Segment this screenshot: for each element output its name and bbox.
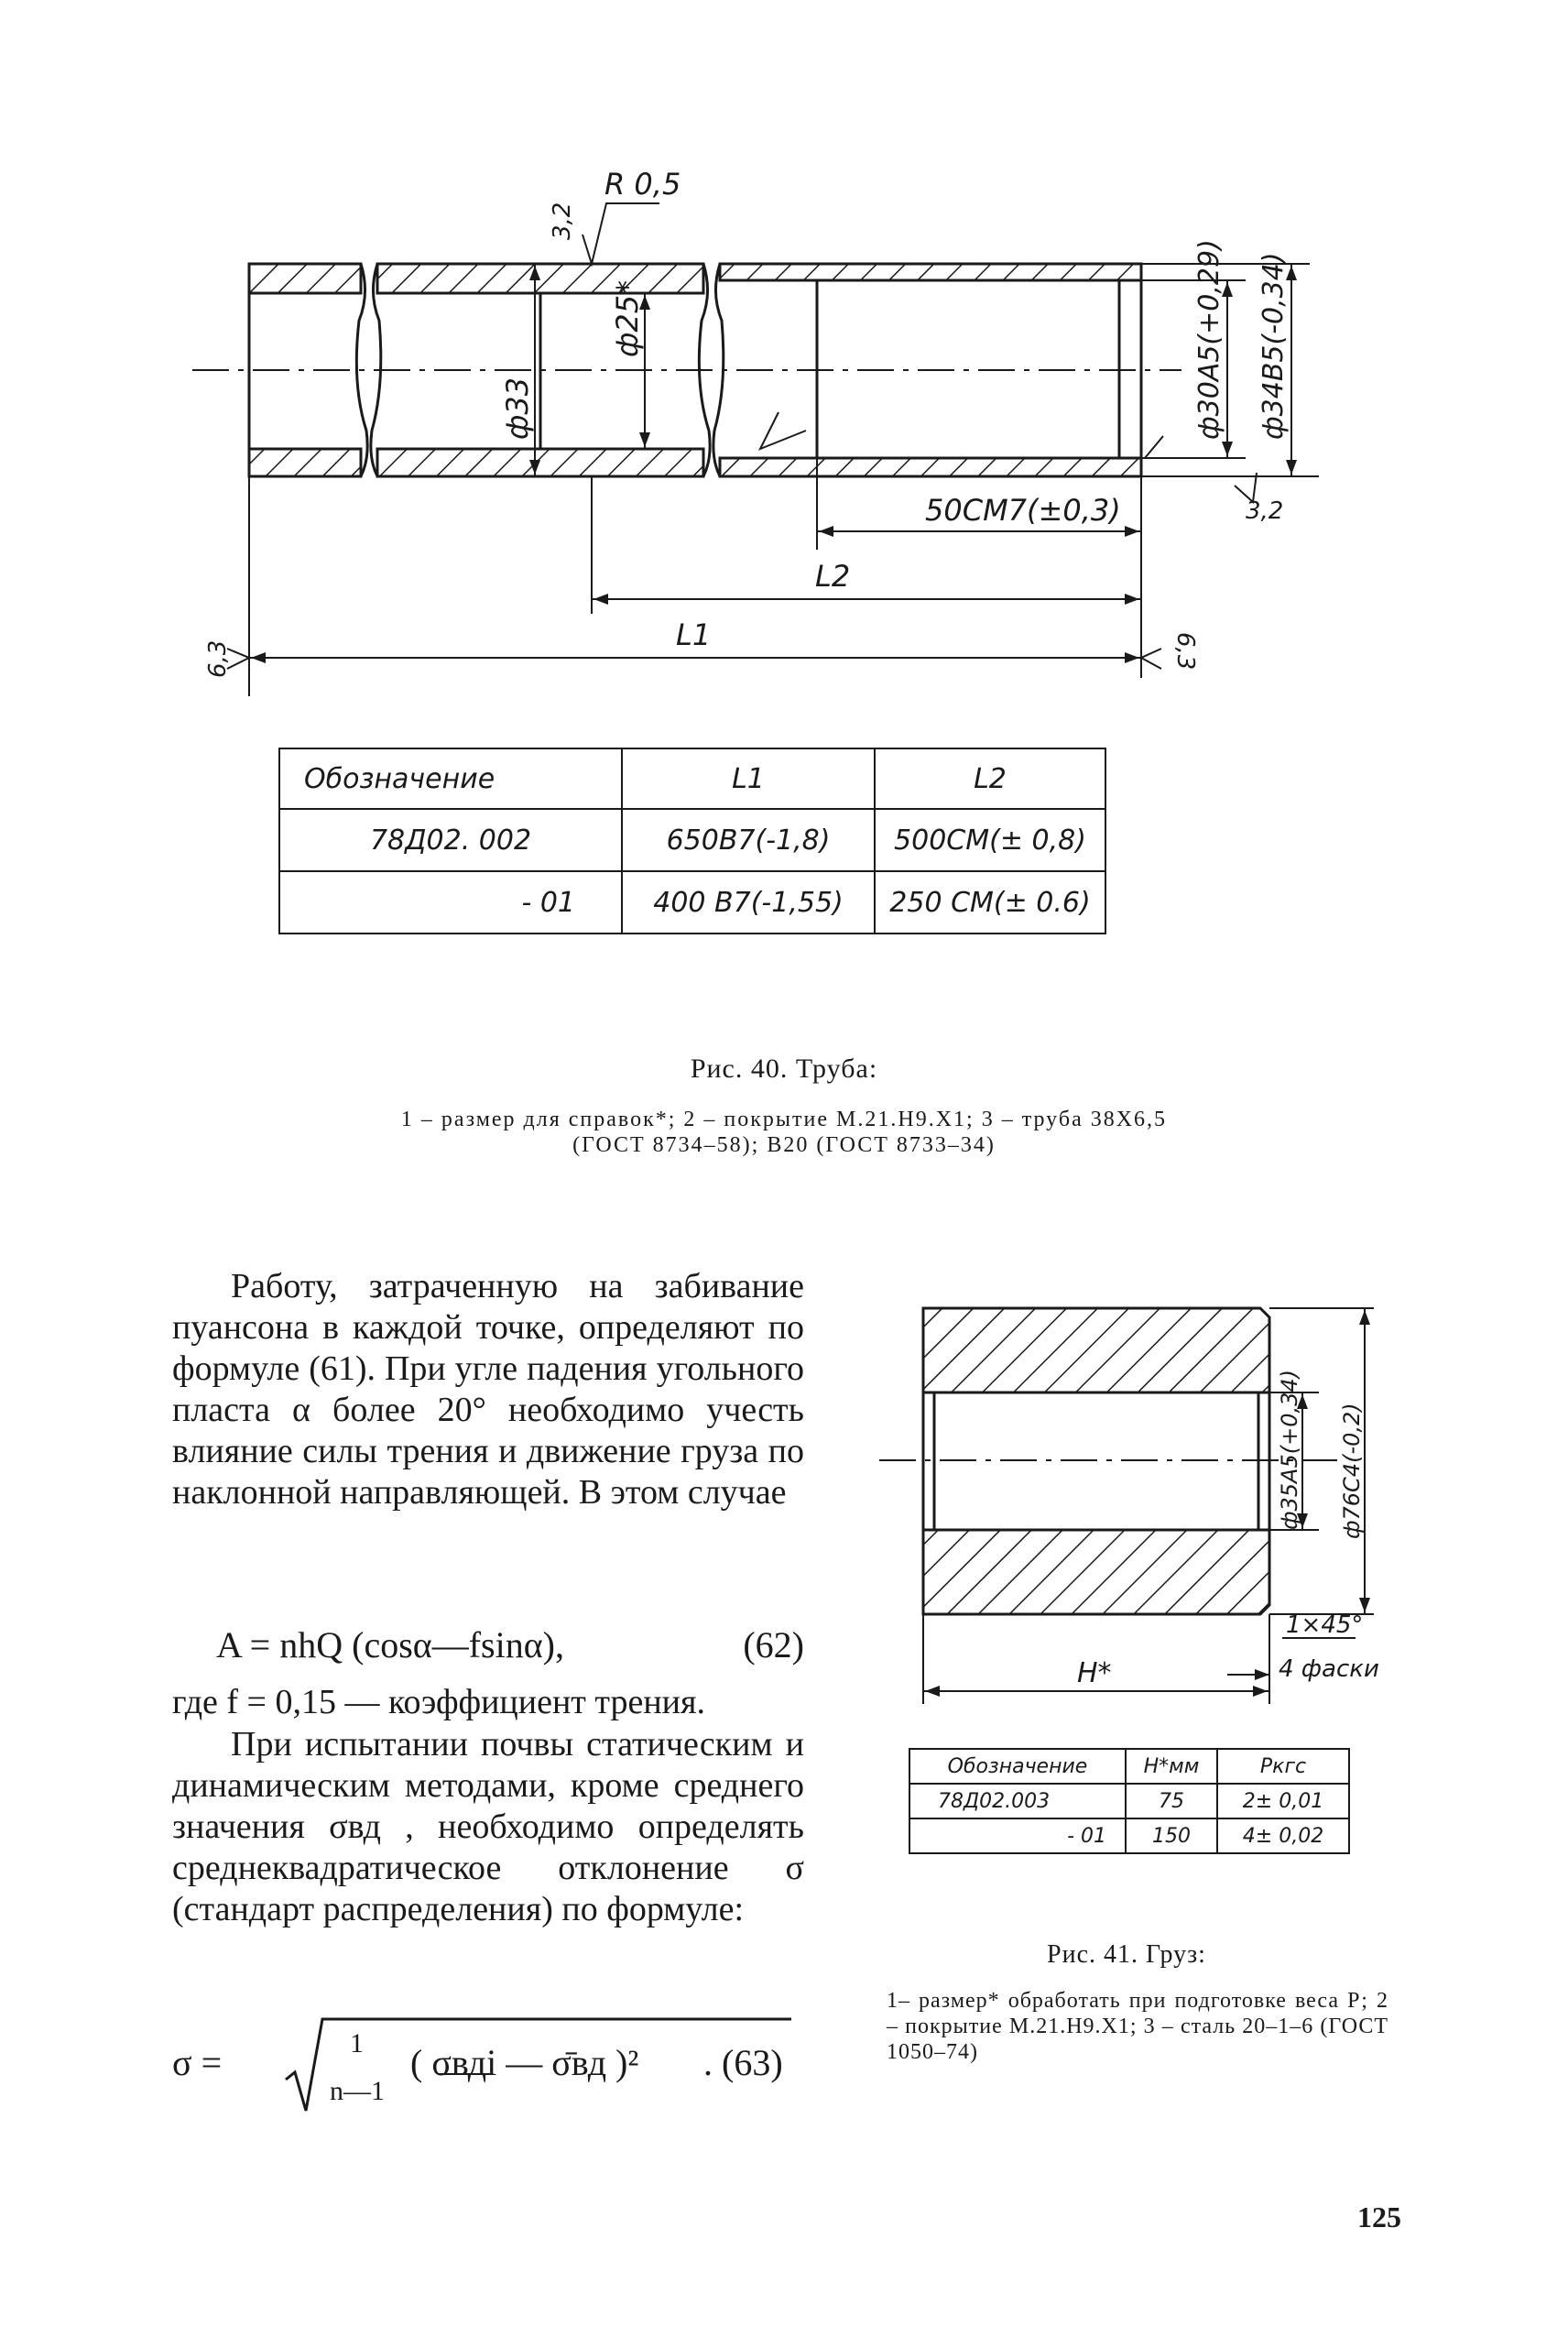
fig40-caption-line1: 1 – размер для справок*; 2 – покрытие М.21.Н9.Х1; 3 – труба 38Х6,5 (400, 1108, 1168, 1131)
formula-63 (172, 2015, 813, 2116)
fig41-table-header: Обозначение (909, 1749, 1126, 1784)
fig41-chamfer-count: 4 фаски (1279, 1655, 1379, 1683)
fig40-dia-inner: ф25* (610, 279, 645, 357)
fig40-len-l2: L2 (815, 559, 851, 594)
fig41-caption-title: Рис. 41. Груз: (1047, 1940, 1206, 1969)
fig40-roughness-right: 6,3 (1171, 632, 1199, 671)
fig40-len-bore: 50CM7(±0,3) (925, 493, 1121, 528)
fig40-table-cell: 78Д02. 002 (279, 809, 622, 871)
fig40-dia-end: ф34B5(-0,34) (1258, 252, 1290, 440)
fig41-table-header: Pкгс (1217, 1749, 1349, 1784)
fig41-table-cell: 2± 0,01 (1217, 1784, 1349, 1818)
paragraph-1: Работу, затраченную на забивание пуансона в каждой точке, определяют по формуле (61). При угле падения угольного пласта α более 20° необходимо учесть влияние силы трения и движение груза по наклонной направляющей. В этом случае (172, 1267, 804, 1512)
fig40-table (278, 748, 1106, 934)
formula-63-lhs: σ = (172, 2042, 223, 2083)
fig41-dia-inner: ф35A5(+0,34) (1277, 1369, 1302, 1530)
formula-63-body: ( σвдi — σ̄вд )² (410, 2042, 639, 2083)
fig40-table-cell: 500СМ(± 0,8) (875, 809, 1105, 871)
fig41-table-cell: 4± 0,02 (1217, 1818, 1349, 1853)
fig40-roughness-left: 6,3 (204, 639, 232, 678)
formula-62 (216, 1623, 804, 1666)
fig40-dia-bore: ф30A5(+0,29) (1193, 239, 1225, 440)
fig40-table-cell: 650В7(-1,8) (622, 809, 875, 871)
paragraph-3: При испытании почвы статическим и динамическим методами, кроме среднего значения σвд , необходимо определять среднеквадратическое отклонение σ (стандарт распределения) по формуле: (172, 1725, 804, 1928)
formula-63-tag: . (63) (703, 2042, 783, 2083)
fig41-table-cell: - 01 (909, 1818, 1126, 1853)
formula-62-number: (62) (743, 1624, 804, 1665)
page-number: 125 (1357, 2200, 1401, 2233)
fig40-table-header: L2 (875, 748, 1105, 809)
formula-63-denominator: n—1 (330, 2076, 385, 2106)
fig40-table-cell: 400 В7(-1,55) (622, 871, 875, 934)
fig41-table-cell: 75 (1126, 1784, 1217, 1818)
figure41-drawing (861, 1264, 1410, 1722)
fig40-dia-outer: ф33 (500, 377, 535, 440)
body-text-2 (172, 1682, 832, 1723)
fig41-table-header: H*мм (1126, 1749, 1217, 1784)
figure40-drawing (0, 0, 1568, 733)
fig40-table-header: L1 (622, 748, 875, 809)
body-text (172, 1266, 804, 1513)
formula-63-numerator: 1 (350, 2028, 364, 2058)
fig41-caption-text: 1– размер* обработать при подготовке веса Р; 2 – покрытие М.21.Н9.Х1; 3 – сталь 20–1–6 (ГОСТ 1050–74) (887, 1989, 1388, 2064)
fig41-table (909, 1748, 1350, 1854)
fig41-dia-outer: ф76C4(-0,2) (1339, 1403, 1365, 1539)
fig40-radius: R 0,5 (604, 167, 681, 202)
fig41-table-cell: 78Д02.003 (909, 1784, 1126, 1818)
fig40-table-cell: - 01 (279, 871, 622, 934)
fig41-height: H* (1077, 1657, 1112, 1689)
formula-62-expr: A = nhQ (cosα—fsinα), (216, 1624, 564, 1665)
fig40-roughness-bottom: 3,2 (1246, 497, 1284, 525)
fig40-roughness-top: 3,2 (549, 202, 576, 240)
fig40-table-cell: 250 СМ(± 0.6) (875, 871, 1105, 934)
fig40-len-l1: L1 (676, 617, 712, 652)
fig40-caption-title: Рис. 40. Труба: (690, 1054, 878, 1084)
paragraph-2: где f = 0,15 — коэффициент трения. (172, 1683, 705, 1721)
fig41-chamfer: 1×45° (1286, 1611, 1364, 1639)
body-text-3 (172, 1724, 804, 1930)
fig40-table-header: Обозначение (279, 748, 622, 809)
fig40-caption-line2: (ГОСТ 8734–58); В20 (ГОСТ 8733–34) (572, 1133, 996, 1157)
fig41-table-cell: 150 (1126, 1818, 1217, 1853)
